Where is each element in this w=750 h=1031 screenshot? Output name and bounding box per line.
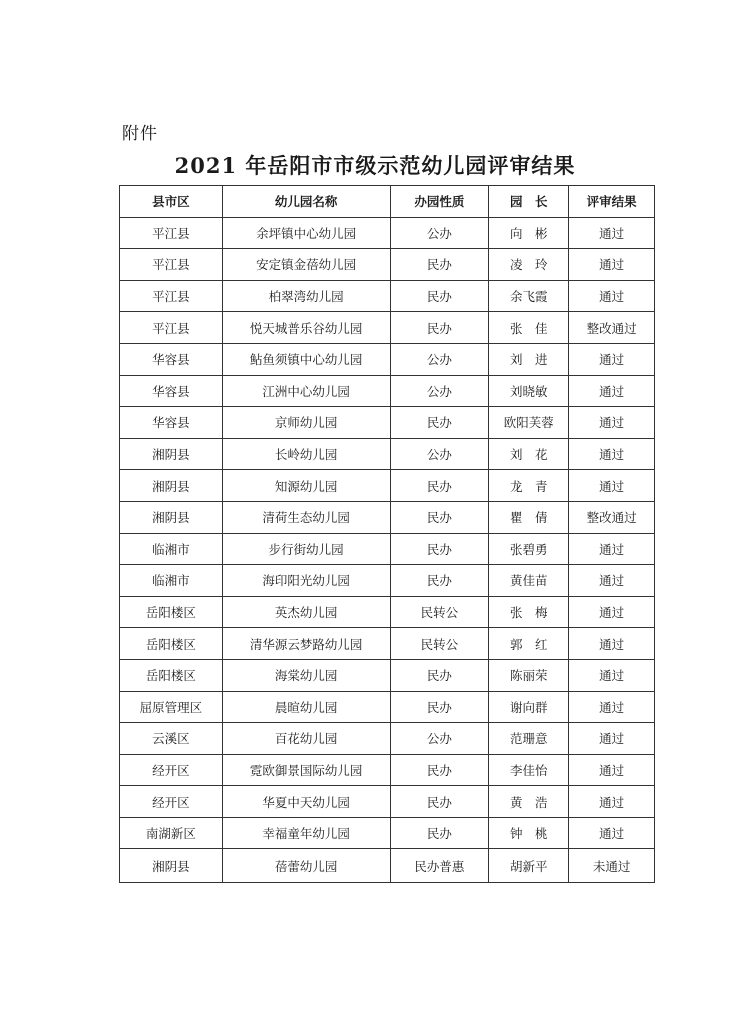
- school-type-cell: 民办: [390, 470, 489, 502]
- table-row: [120, 533, 655, 565]
- kindergarten-name-cell: 长岭幼儿园: [222, 438, 390, 470]
- district-cell: 岳阳楼区: [120, 628, 223, 660]
- school-type-cell: 民办: [390, 501, 489, 533]
- table-row: [120, 249, 655, 281]
- result-cell: 通过: [569, 470, 655, 502]
- result-cell: 通过: [569, 249, 655, 281]
- table-row: [120, 501, 655, 533]
- district-cell: 华容县: [120, 375, 223, 407]
- district-cell: 华容县: [120, 343, 223, 375]
- district-cell: 经开区: [120, 754, 223, 786]
- result-cell: 通过: [569, 565, 655, 597]
- result-cell: 通过: [569, 817, 655, 849]
- kindergarten-name-cell: 步行街幼儿园: [222, 533, 390, 565]
- kindergarten-name-cell: 鲇鱼须镇中心幼儿园: [222, 343, 390, 375]
- result-cell: 通过: [569, 280, 655, 312]
- kindergarten-name-cell: 英杰幼儿园: [222, 596, 390, 628]
- table-row: [120, 343, 655, 375]
- result-cell: 通过: [569, 217, 655, 249]
- principal-cell: 陈丽荣: [489, 659, 569, 691]
- kindergarten-name-cell: 海棠幼儿园: [222, 659, 390, 691]
- principal-cell: 张 佳: [489, 312, 569, 344]
- school-type-cell: 公办: [390, 343, 489, 375]
- district-cell: 湘阴县: [120, 501, 223, 533]
- principal-cell: 黄佳苗: [489, 565, 569, 597]
- principal-cell: 瞿 倩: [489, 501, 569, 533]
- school-type-cell: 民办: [390, 691, 489, 723]
- table-header-row: [120, 186, 655, 218]
- school-type-cell: 民办: [390, 407, 489, 439]
- kindergarten-name-cell: 知源幼儿园: [222, 470, 390, 502]
- kindergarten-name-cell: 华夏中天幼儿园: [222, 786, 390, 818]
- kindergarten-name-cell: 余坪镇中心幼儿园: [222, 217, 390, 249]
- school-type-cell: 民办: [390, 249, 489, 281]
- table-row: [120, 849, 655, 883]
- kindergarten-name-cell: 海印阳光幼儿园: [222, 565, 390, 597]
- school-type-cell: 公办: [390, 723, 489, 755]
- district-cell: 湘阴县: [120, 849, 223, 883]
- kindergarten-name-cell: 京师幼儿园: [222, 407, 390, 439]
- district-cell: 临湘市: [120, 565, 223, 597]
- principal-cell: 龙 青: [489, 470, 569, 502]
- school-type-cell: 民办普惠: [390, 849, 489, 883]
- district-cell: 平江县: [120, 280, 223, 312]
- school-type-cell: 民办: [390, 312, 489, 344]
- principal-cell: 张 梅: [489, 596, 569, 628]
- kindergarten-name-cell: 安定镇金蓓幼儿园: [222, 249, 390, 281]
- kindergarten-name-cell: 霓欧御景国际幼儿园: [222, 754, 390, 786]
- table-row: [120, 312, 655, 344]
- result-cell: 未通过: [569, 849, 655, 883]
- result-cell: 通过: [569, 375, 655, 407]
- district-cell: 华容县: [120, 407, 223, 439]
- principal-cell: 余飞霞: [489, 280, 569, 312]
- results-table: [119, 185, 655, 883]
- school-type-cell: 民转公: [390, 596, 489, 628]
- kindergarten-name-cell: 清荷生态幼儿园: [222, 501, 390, 533]
- result-cell: 通过: [569, 407, 655, 439]
- result-cell: 整改通过: [569, 312, 655, 344]
- header-district: 县市区: [120, 186, 223, 218]
- result-cell: 通过: [569, 343, 655, 375]
- header-result: 评审结果: [569, 186, 655, 218]
- table-row: [120, 565, 655, 597]
- table-row: [120, 723, 655, 755]
- table-row: [120, 596, 655, 628]
- district-cell: 南湖新区: [120, 817, 223, 849]
- result-cell: 整改通过: [569, 501, 655, 533]
- result-cell: 通过: [569, 786, 655, 818]
- table-row: [120, 691, 655, 723]
- district-cell: 屈原管理区: [120, 691, 223, 723]
- table-row: [120, 786, 655, 818]
- kindergarten-name-cell: 悦天城普乐谷幼儿园: [222, 312, 390, 344]
- principal-cell: 谢向群: [489, 691, 569, 723]
- header-kindergarten-name: 幼儿园名称: [222, 186, 390, 218]
- school-type-cell: 公办: [390, 438, 489, 470]
- attachment-label: 附件: [122, 124, 158, 144]
- header-school-type: 办园性质: [390, 186, 489, 218]
- table-row: [120, 375, 655, 407]
- principal-cell: 李佳怡: [489, 754, 569, 786]
- school-type-cell: 民办: [390, 817, 489, 849]
- kindergarten-name-cell: 蓓蕾幼儿园: [222, 849, 390, 883]
- school-type-cell: 民办: [390, 280, 489, 312]
- table-body: [120, 217, 655, 883]
- school-type-cell: 民办: [390, 786, 489, 818]
- principal-cell: 范珊意: [489, 723, 569, 755]
- district-cell: 临湘市: [120, 533, 223, 565]
- principal-cell: 向 彬: [489, 217, 569, 249]
- kindergarten-name-cell: 晨暄幼儿园: [222, 691, 390, 723]
- result-cell: 通过: [569, 659, 655, 691]
- table-row: [120, 754, 655, 786]
- school-type-cell: 公办: [390, 217, 489, 249]
- table-row: [120, 280, 655, 312]
- table-row: [120, 217, 655, 249]
- school-type-cell: 民办: [390, 533, 489, 565]
- district-cell: 平江县: [120, 217, 223, 249]
- document-title: 2021 年岳阳市市级示范幼儿园评审结果: [174, 153, 576, 178]
- result-cell: 通过: [569, 533, 655, 565]
- district-cell: 平江县: [120, 249, 223, 281]
- school-type-cell: 公办: [390, 375, 489, 407]
- principal-cell: 欧阳芙蓉: [489, 407, 569, 439]
- district-cell: 湘阴县: [120, 470, 223, 502]
- district-cell: 平江县: [120, 312, 223, 344]
- principal-cell: 郭 红: [489, 628, 569, 660]
- table-row: [120, 407, 655, 439]
- principal-cell: 凌 玲: [489, 249, 569, 281]
- result-cell: 通过: [569, 438, 655, 470]
- principal-cell: 刘 花: [489, 438, 569, 470]
- table-row: [120, 659, 655, 691]
- kindergarten-name-cell: 柏翠湾幼儿园: [222, 280, 390, 312]
- school-type-cell: 民办: [390, 565, 489, 597]
- principal-cell: 张碧勇: [489, 533, 569, 565]
- district-cell: 云溪区: [120, 723, 223, 755]
- result-cell: 通过: [569, 754, 655, 786]
- header-principal: 园 长: [489, 186, 569, 218]
- kindergarten-name-cell: 百花幼儿园: [222, 723, 390, 755]
- school-type-cell: 民办: [390, 659, 489, 691]
- result-cell: 通过: [569, 628, 655, 660]
- table-row: [120, 470, 655, 502]
- principal-cell: 刘 进: [489, 343, 569, 375]
- table-row: [120, 817, 655, 849]
- principal-cell: 黄 浩: [489, 786, 569, 818]
- kindergarten-name-cell: 幸福童年幼儿园: [222, 817, 390, 849]
- table-row: [120, 628, 655, 660]
- school-type-cell: 民办: [390, 754, 489, 786]
- district-cell: 经开区: [120, 786, 223, 818]
- principal-cell: 刘晓敏: [489, 375, 569, 407]
- district-cell: 岳阳楼区: [120, 596, 223, 628]
- result-cell: 通过: [569, 596, 655, 628]
- principal-cell: 胡新平: [489, 849, 569, 883]
- result-cell: 通过: [569, 723, 655, 755]
- principal-cell: 钟 桃: [489, 817, 569, 849]
- kindergarten-name-cell: 清华源云梦路幼儿园: [222, 628, 390, 660]
- table-row: [120, 438, 655, 470]
- result-cell: 通过: [569, 691, 655, 723]
- school-type-cell: 民转公: [390, 628, 489, 660]
- kindergarten-name-cell: 江洲中心幼儿园: [222, 375, 390, 407]
- district-cell: 湘阴县: [120, 438, 223, 470]
- district-cell: 岳阳楼区: [120, 659, 223, 691]
